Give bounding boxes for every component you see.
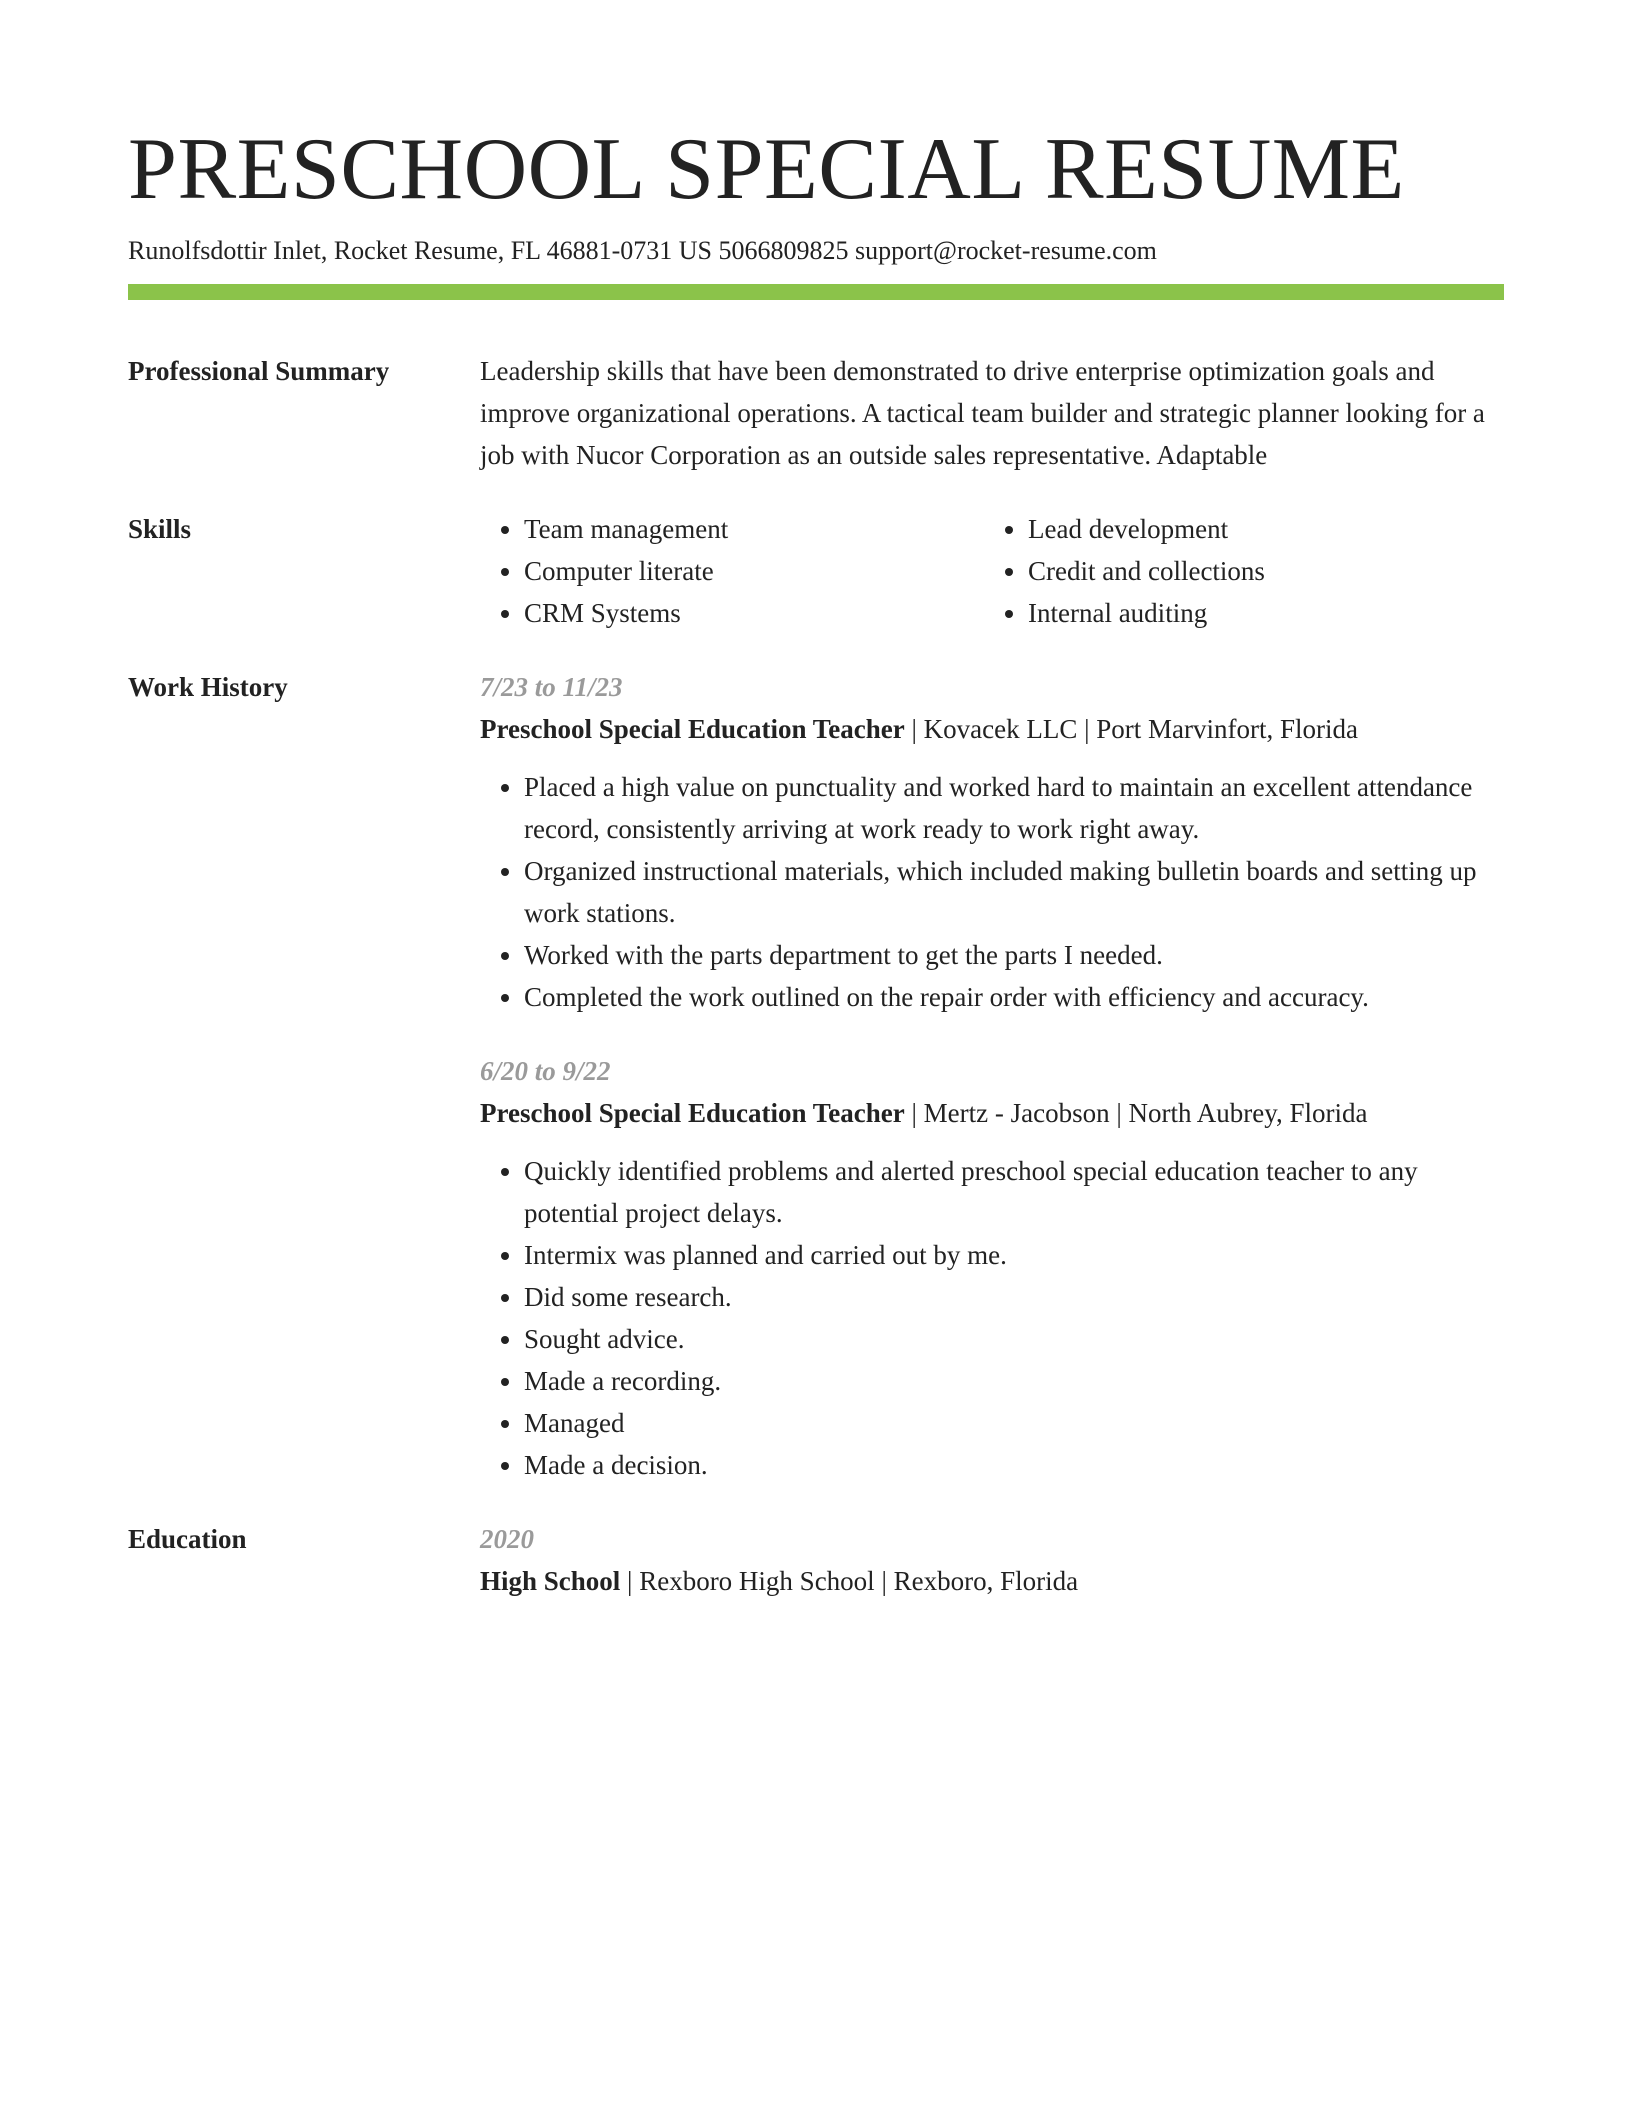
education-degree: High School xyxy=(480,1566,621,1596)
summary-body xyxy=(480,350,1504,476)
education-body xyxy=(480,1518,1504,1602)
skills-list-right xyxy=(984,508,1504,634)
resume-title: PRESCHOOL SPECIAL RESUME xyxy=(128,121,1405,218)
duty-item: • Sought advice. xyxy=(524,1318,1504,1360)
job-title: Preschool Special Education Teacher xyxy=(480,714,905,744)
job-entry xyxy=(480,1050,1504,1486)
job-details: | Mertz - Jacobson | North Aubrey, Florida xyxy=(904,1098,1368,1128)
education-label: Education xyxy=(128,1524,247,1554)
duty-item: • Made a decision. xyxy=(524,1444,1504,1486)
duty-item: • Completed the work outlined on the repair order with efficiency and accuracy. xyxy=(524,976,1504,1018)
job-dates: 7/23 to 11/23 xyxy=(480,672,623,702)
duty-item: • Organized instructional materials, which included making bulletin boards and setting up work stations. xyxy=(524,850,1504,934)
skill-item: • Lead development xyxy=(1028,508,1504,550)
job-entry xyxy=(480,666,1504,1018)
skill-item: • Internal auditing xyxy=(1028,592,1504,634)
contact-phone: 5066809825 xyxy=(718,236,849,265)
summary-label: Professional Summary xyxy=(128,356,390,386)
job-heading xyxy=(480,1092,1504,1134)
job-duties xyxy=(480,1150,1504,1486)
education-heading xyxy=(480,1560,1504,1602)
duty-item: • Placed a high value on punctuality and worked hard to maintain an excellent attendance record, consistently arriving at work ready to work right away. xyxy=(524,766,1504,850)
job-duties xyxy=(480,766,1504,1018)
skills-label: Skills xyxy=(128,514,192,544)
education-date: 2020 xyxy=(480,1524,534,1554)
job-dates: 6/20 to 9/22 xyxy=(480,1056,611,1086)
education-details: | Rexboro High School | Rexboro, Florida xyxy=(620,1566,1079,1596)
job-details: | Kovacek LLC | Port Marvinfort, Florida xyxy=(904,714,1358,744)
skill-item: • Computer literate xyxy=(524,550,984,592)
job-title: Preschool Special Education Teacher xyxy=(480,1098,905,1128)
skill-item: • Team management xyxy=(524,508,984,550)
summary-text: Leadership skills that have been demonstrated to drive enterprise optimization goals and improve organizational operations. A tactical team builder and strategic planner looking for a job with Nucor Corporation as an outside sales representative. Adaptable xyxy=(480,356,1485,470)
duty-item: • Managed xyxy=(524,1402,1504,1444)
skills-section xyxy=(128,508,1504,634)
skill-item: • Credit and collections xyxy=(1028,550,1504,592)
contact-address: Runolfsdottir Inlet, Rocket Resume, FL 46881-0731 US xyxy=(128,236,712,265)
duty-item: • Intermix was planned and carried out by me. xyxy=(524,1234,1504,1276)
contact-email: support@rocket-resume.com xyxy=(855,236,1157,265)
work-history-body xyxy=(480,666,1504,1486)
education-section xyxy=(128,1518,1504,1602)
contact-line xyxy=(128,232,1504,270)
work-history-label: Work History xyxy=(128,672,288,702)
duty-item: • Quickly identified problems and alerted preschool special education teacher to any potential project delays. xyxy=(524,1150,1504,1234)
skills-list-left xyxy=(480,508,984,634)
duty-item: • Worked with the parts department to get the parts I needed. xyxy=(524,934,1504,976)
skills-grid xyxy=(480,508,1504,634)
duty-item: • Made a recording. xyxy=(524,1360,1504,1402)
skill-item: • CRM Systems xyxy=(524,592,984,634)
duty-item: • Did some research. xyxy=(524,1276,1504,1318)
summary-section xyxy=(128,350,1504,476)
job-heading xyxy=(480,708,1504,750)
work-history-section xyxy=(128,666,1504,1486)
accent-divider xyxy=(128,284,1504,300)
